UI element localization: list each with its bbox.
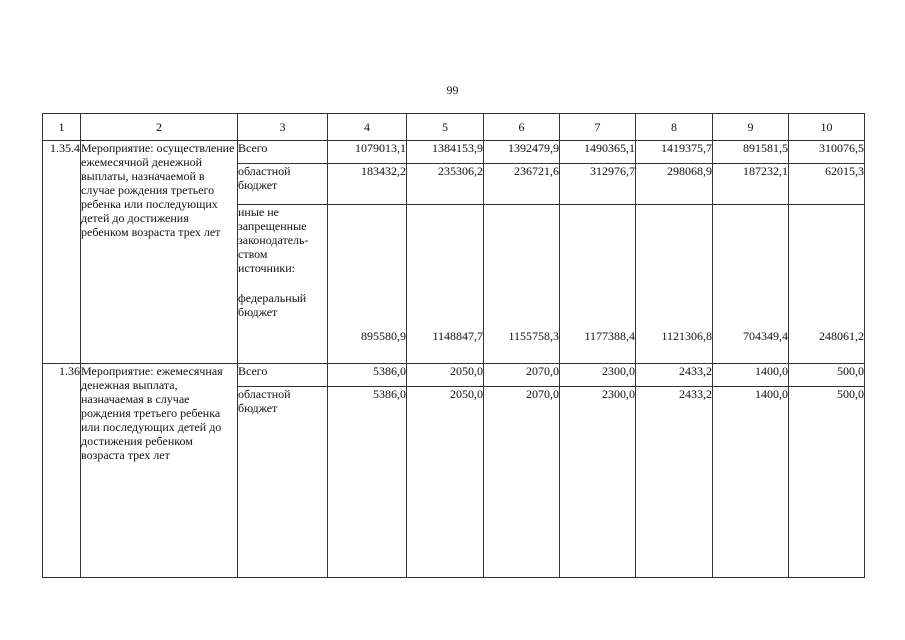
value-cell: 248061,2	[789, 205, 865, 364]
header-cell: 9	[713, 114, 789, 141]
header-cell: 7	[560, 114, 636, 141]
item-description: Мероприятие: осуществление ежемесячной денежной выплаты, назначаемой в случае рождения третьего ребенка или последующих детей до достижения ребенком возраста трех лет	[81, 141, 238, 364]
header-cell: 1	[43, 114, 81, 141]
value-cell: 1400,0	[713, 387, 789, 578]
page-number: 99	[446, 83, 459, 97]
value-cell: 1079013,1	[328, 141, 407, 164]
value-cell: 2300,0	[560, 364, 636, 387]
value-cell: 1392479,9	[484, 141, 560, 164]
value-cell: 2300,0	[560, 387, 636, 578]
value-cell: 5386,0	[328, 387, 407, 578]
header-cell: 10	[789, 114, 865, 141]
budget-table	[42, 113, 865, 578]
item-number: 1.35.4	[43, 141, 81, 364]
source-label: Всего	[238, 141, 328, 164]
value-cell: 62015,3	[789, 164, 865, 205]
item-number: 1.36	[43, 364, 81, 578]
header-cell: 4	[328, 114, 407, 141]
value-cell: 1177388,4	[560, 205, 636, 364]
value-cell: 704349,4	[713, 205, 789, 364]
value-cell: 183432,2	[328, 164, 407, 205]
value-cell: 2433,2	[636, 364, 713, 387]
item-description: Мероприятие: ежемесячная денежная выплата, назначаемая в случае рождения третьего ребенка или последующих детей до достижения ребенком возраста трех лет	[81, 364, 238, 578]
value-cell: 1419375,7	[636, 141, 713, 164]
header-cell: 2	[81, 114, 238, 141]
source-label-group	[238, 205, 328, 364]
federal-budget-label: федеральный бюджет	[238, 291, 307, 319]
header-cell: 5	[407, 114, 484, 141]
other-sources-label: иные не запрещенные законодатель-ством источники:	[238, 205, 309, 275]
value-cell: 187232,1	[713, 164, 789, 205]
value-cell: 312976,7	[560, 164, 636, 205]
value-cell: 236721,6	[484, 164, 560, 205]
value-cell: 1121306,8	[636, 205, 713, 364]
value-cell: 298068,9	[636, 164, 713, 205]
value-cell: 1384153,9	[407, 141, 484, 164]
value-cell: 235306,2	[407, 164, 484, 205]
table-row	[43, 141, 865, 164]
header-cell: 8	[636, 114, 713, 141]
value-cell: 2050,0	[407, 387, 484, 578]
value-cell: 891581,5	[713, 141, 789, 164]
value-cell: 2070,0	[484, 364, 560, 387]
value-cell: 2070,0	[484, 387, 560, 578]
source-label: областной бюджет	[238, 164, 328, 205]
value-cell: 500,0	[789, 364, 865, 387]
value-cell: 2433,2	[636, 387, 713, 578]
value-cell: 1148847,7	[407, 205, 484, 364]
header-cell: 6	[484, 114, 560, 141]
value-cell: 310076,5	[789, 141, 865, 164]
value-cell: 1400,0	[713, 364, 789, 387]
value-cell: 2050,0	[407, 364, 484, 387]
value-cell: 895580,9	[328, 205, 407, 364]
table-row	[43, 364, 865, 387]
source-label: областной бюджет	[238, 387, 328, 578]
value-cell: 500,0	[789, 387, 865, 578]
value-cell: 5386,0	[328, 364, 407, 387]
source-label: Всего	[238, 364, 328, 387]
header-row	[43, 114, 865, 141]
header-cell: 3	[238, 114, 328, 141]
value-cell: 1490365,1	[560, 141, 636, 164]
value-cell: 1155758,3	[484, 205, 560, 364]
